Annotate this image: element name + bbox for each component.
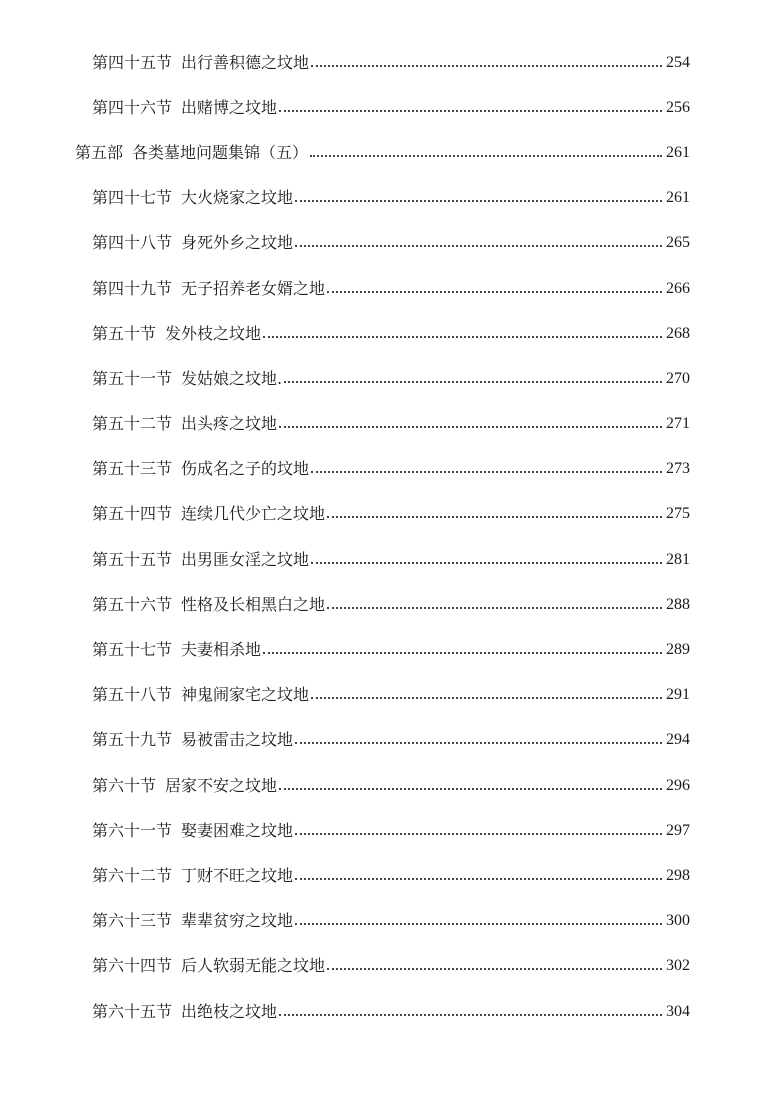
dot-leader xyxy=(311,697,662,699)
toc-entry-number: 第四十九节 xyxy=(92,278,173,298)
toc-entry-number: 第五十二节 xyxy=(92,414,173,434)
toc-entry-number: 第四十七节 xyxy=(92,188,173,208)
toc-entry-title: 娶妻困难之坟地 xyxy=(181,820,294,840)
dot-leader xyxy=(327,516,662,518)
toc-entry-title: 身死外乡之坟地 xyxy=(181,233,294,253)
toc-entry-number: 第四十八节 xyxy=(92,233,173,253)
toc-entry[interactable] xyxy=(0,537,764,582)
toc-entry[interactable] xyxy=(0,582,764,627)
toc-entry-number: 第六十三节 xyxy=(92,911,173,931)
dot-leader xyxy=(279,788,662,790)
toc-entry-title: 性格及长相黑白之地 xyxy=(181,594,326,614)
toc-entry-title: 居家不安之坟地 xyxy=(165,775,278,795)
dot-leader xyxy=(295,245,662,247)
toc-entry-number: 第四十六节 xyxy=(92,97,173,117)
toc-entry[interactable] xyxy=(0,266,764,311)
dot-leader xyxy=(295,200,662,202)
toc-entry-title: 伤成名之子的坟地 xyxy=(181,459,310,479)
toc-entry[interactable] xyxy=(0,627,764,672)
toc-entry[interactable] xyxy=(0,447,764,492)
toc-entry-title: 无子招养老女婿之地 xyxy=(181,278,326,298)
toc-entry-page-number: 265 xyxy=(666,234,690,252)
toc-entry[interactable] xyxy=(0,492,764,537)
toc-entry[interactable] xyxy=(0,899,764,944)
toc-entry-page-number: 261 xyxy=(666,189,690,207)
toc-entry-page-number: 289 xyxy=(666,641,690,659)
toc-entry-number: 第五十五节 xyxy=(92,549,173,569)
toc-entry-title: 丁财不旺之坟地 xyxy=(181,865,294,885)
toc-entry[interactable] xyxy=(0,673,764,718)
toc-entry-number: 第五十八节 xyxy=(92,685,173,705)
toc-entry[interactable] xyxy=(0,40,764,85)
toc-entry-title: 出绝枝之坟地 xyxy=(181,1001,278,1021)
toc-entry-number: 第五十四节 xyxy=(92,504,173,524)
toc-entry-page-number: 261 xyxy=(666,143,690,161)
toc-entry-title: 出头疼之坟地 xyxy=(181,414,278,434)
dot-leader xyxy=(279,426,662,428)
toc-entry-page-number: 294 xyxy=(666,731,690,749)
toc-entry-page-number: 271 xyxy=(666,415,690,433)
toc-entry[interactable] xyxy=(0,402,764,447)
toc-entry-page-number: 270 xyxy=(666,369,690,387)
toc-entry[interactable] xyxy=(0,808,764,853)
toc-entry-title: 辈辈贫穷之坟地 xyxy=(181,911,294,931)
toc-entry-title: 各类墓地问题集锦（五） xyxy=(132,142,309,162)
toc-entry-number: 第五十三节 xyxy=(92,459,173,479)
toc-entry-page-number: 291 xyxy=(666,686,690,704)
dot-leader xyxy=(295,833,662,835)
toc-entry-page-number: 275 xyxy=(666,505,690,523)
toc-entry-number: 第四十五节 xyxy=(92,52,173,72)
toc-entry-page-number: 298 xyxy=(666,866,690,884)
toc-entry-title: 发姑娘之坟地. xyxy=(181,368,283,388)
dot-leader xyxy=(311,65,662,67)
dot-leader xyxy=(310,155,662,157)
toc-entry-number: 第六十二节 xyxy=(92,865,173,885)
toc-entry-number: 第五部 xyxy=(75,142,124,162)
toc-entry-page-number: 254 xyxy=(666,53,690,71)
dot-leader xyxy=(327,607,662,609)
dot-leader xyxy=(311,562,662,564)
dot-leader xyxy=(311,471,662,473)
toc-entry-number: 第五十六节 xyxy=(92,594,173,614)
toc-entry-title: 夫妻相杀地 xyxy=(181,640,262,660)
toc-entry-page-number: 304 xyxy=(666,1002,690,1020)
toc-entry[interactable] xyxy=(0,853,764,898)
dot-leader xyxy=(263,652,662,654)
toc-entry-title: 大火烧家之坟地 xyxy=(181,188,294,208)
dot-leader xyxy=(263,336,662,338)
toc-entry[interactable] xyxy=(0,356,764,401)
toc-entry-number: 第五十一节 xyxy=(92,368,173,388)
toc-entry-page-number: 273 xyxy=(666,460,690,478)
toc-entry-page-number: 300 xyxy=(666,912,690,930)
toc-entry[interactable] xyxy=(0,944,764,989)
toc-entry-title: 出男匪女淫之坟地 xyxy=(181,549,310,569)
toc-entry-title: 出赌博之坟地 xyxy=(181,97,278,117)
toc-entry-number: 第五十节 xyxy=(92,323,157,343)
dot-leader xyxy=(295,878,662,880)
dot-leader xyxy=(327,291,662,293)
toc-entry-page-number: 296 xyxy=(666,776,690,794)
toc-entry-title: 发外枝之坟地 xyxy=(165,323,262,343)
toc-entry-page-number: 281 xyxy=(666,550,690,568)
toc-entry-number: 第六十一节 xyxy=(92,820,173,840)
toc-entry[interactable] xyxy=(0,311,764,356)
toc-part-heading[interactable] xyxy=(0,130,764,175)
toc-entry[interactable] xyxy=(0,176,764,221)
toc-entry-page-number: 266 xyxy=(666,279,690,297)
dot-leader xyxy=(295,742,662,744)
toc-entry-page-number: 288 xyxy=(666,595,690,613)
toc-entry[interactable] xyxy=(0,989,764,1034)
toc-entry-title: 出行善积德之坟地 xyxy=(181,52,310,72)
toc-entry[interactable] xyxy=(0,718,764,763)
toc-entry-page-number: 256 xyxy=(666,98,690,116)
toc-entry-title: 连续几代少亡之坟地 xyxy=(181,504,326,524)
dot-leader xyxy=(279,1014,662,1016)
toc-entry-number: 第五十七节 xyxy=(92,640,173,660)
toc-entry-page-number: 268 xyxy=(666,324,690,342)
toc-entry-title: 后人软弱无能之坟地 xyxy=(181,956,326,976)
table-of-contents xyxy=(0,40,764,1034)
toc-entry-page-number: 302 xyxy=(666,957,690,975)
toc-entry-number: 第六十节 xyxy=(92,775,157,795)
dot-leader xyxy=(295,923,662,925)
dot-leader xyxy=(284,381,662,383)
dot-leader xyxy=(279,110,662,112)
toc-entry-number: 第六十四节 xyxy=(92,956,173,976)
toc-entry-number: 第六十五节 xyxy=(92,1001,173,1021)
toc-entry-page-number: 297 xyxy=(666,821,690,839)
toc-entry-title: 易被雷击之坟地 xyxy=(181,730,294,750)
dot-leader xyxy=(327,968,662,970)
toc-entry-number: 第五十九节 xyxy=(92,730,173,750)
toc-entry[interactable] xyxy=(0,763,764,808)
toc-entry-title: 神鬼闹家宅之坟地 xyxy=(181,685,310,705)
toc-entry[interactable] xyxy=(0,85,764,130)
toc-entry[interactable] xyxy=(0,221,764,266)
